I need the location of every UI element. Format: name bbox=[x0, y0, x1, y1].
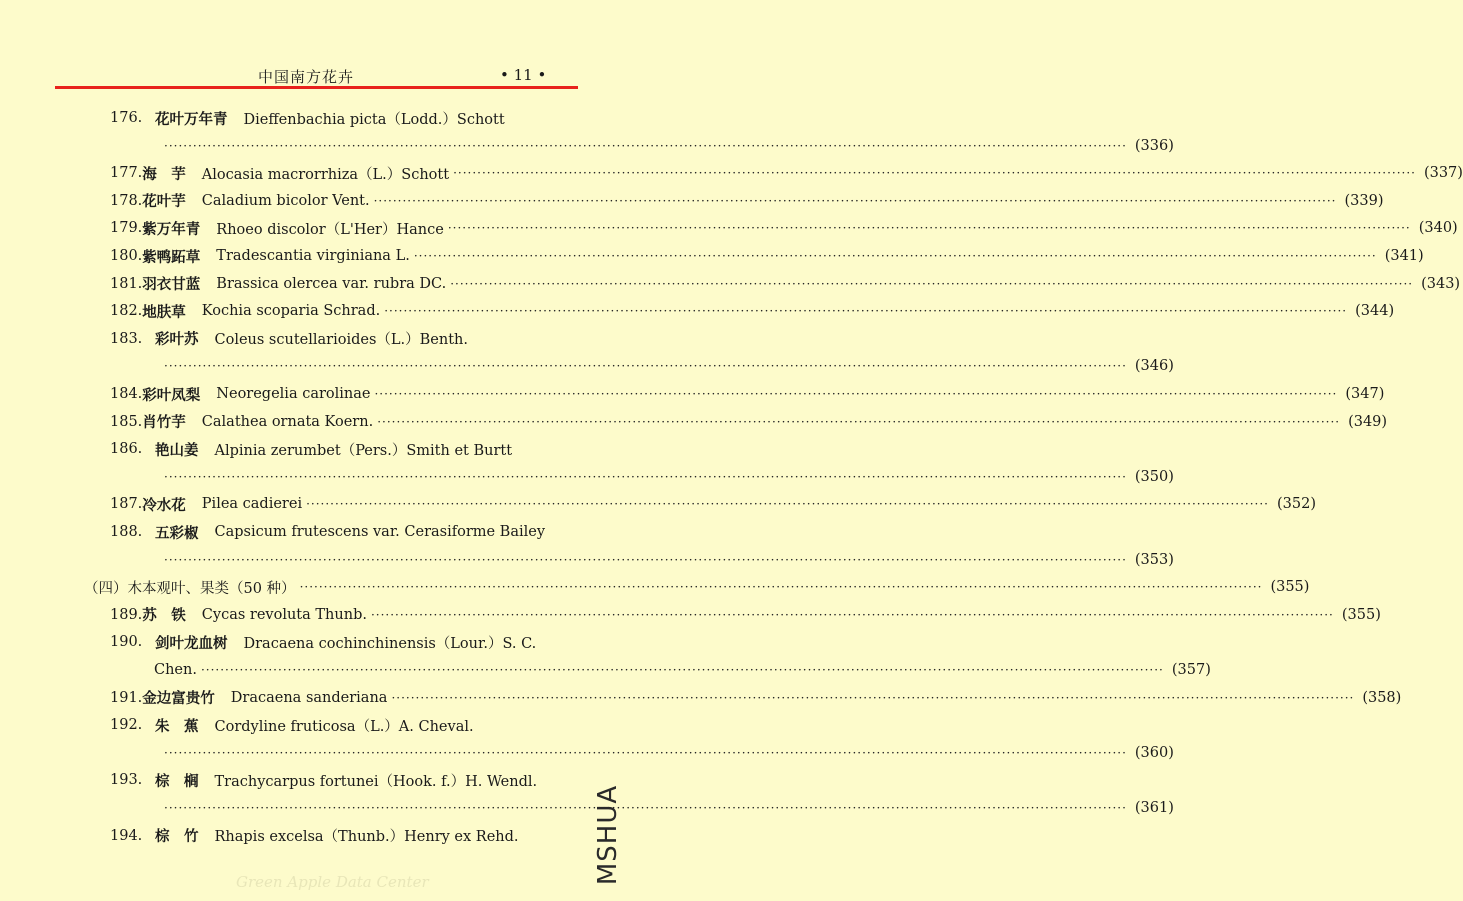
toc-line bbox=[110, 686, 1402, 710]
latin-name: Dracaena sanderiana bbox=[230, 689, 388, 706]
toc-line bbox=[160, 134, 1174, 158]
toc-line bbox=[160, 354, 1174, 378]
dot-leader: ········································································································································································································ bbox=[164, 359, 1127, 374]
entry-number: 190. bbox=[110, 634, 143, 651]
dot-leader: ········································································································································································································ bbox=[384, 304, 1348, 319]
dot-leader: ········································································································································································································ bbox=[164, 552, 1127, 567]
chinese-name: 海 芋 bbox=[142, 166, 186, 183]
chinese-name: 羽衣甘蓝 bbox=[142, 277, 201, 294]
chinese-name: 棕 竹 bbox=[155, 829, 199, 846]
entry-number: 181. bbox=[110, 275, 143, 292]
entry-number: 194. bbox=[110, 827, 143, 844]
dot-leader: ········································································································································································································ bbox=[377, 414, 1341, 429]
page-ref: (358) bbox=[1362, 689, 1402, 706]
toc-line bbox=[154, 658, 1211, 682]
dot-leader: ········································································································································································································ bbox=[370, 607, 1334, 622]
dot-leader: ········································································································································································································ bbox=[447, 221, 1411, 236]
page-ref: (336) bbox=[1134, 137, 1174, 154]
latin-name: Rhapis excelsa（Thunb.）Henry ex Rehd. bbox=[214, 829, 519, 846]
toc-line bbox=[110, 299, 1395, 323]
latin-name: Coleus scutellarioides（L.）Benth. bbox=[214, 332, 468, 349]
entry-number: 183. bbox=[110, 330, 143, 347]
chinese-name: 剑叶龙血树 bbox=[155, 635, 228, 652]
page-ref: (357) bbox=[1171, 662, 1211, 678]
latin-name: Pilea cadierei bbox=[201, 496, 303, 513]
dot-leader: ········································································································································································································ bbox=[164, 801, 1127, 815]
latin-name: Neoregelia carolinae bbox=[216, 386, 371, 402]
chinese-name: 花叶芋 bbox=[142, 194, 186, 211]
toc-line bbox=[110, 272, 1461, 296]
dot-leader: ········································································································································································································ bbox=[164, 138, 1127, 153]
entry-number: 177. bbox=[110, 165, 143, 182]
entry-number: 182. bbox=[110, 303, 143, 320]
chinese-name: 冷水花 bbox=[142, 497, 186, 514]
latin-name: Alocasia macrorrhiza（L.）Schott bbox=[201, 166, 450, 183]
page-ref: (352) bbox=[1276, 496, 1316, 513]
entry-number: 185. bbox=[110, 413, 143, 430]
entry-number: 187. bbox=[110, 496, 143, 513]
latin-name: Dracaena cochinchinensis（Lour.）S. C. bbox=[243, 635, 537, 652]
toc-line bbox=[110, 603, 1381, 627]
chinese-name: 地肤草 bbox=[142, 304, 186, 321]
page-ref: (344) bbox=[1355, 303, 1395, 320]
toc-line bbox=[160, 465, 1174, 489]
latin-name: Caladium bicolor Vent. bbox=[201, 192, 370, 209]
page-ref: (347) bbox=[1345, 386, 1385, 402]
dot-leader: ········································································································································································································ bbox=[374, 387, 1338, 401]
watermark: Green Apple Data Center bbox=[236, 873, 429, 891]
side-mark bbox=[594, 782, 630, 890]
book-title: 中国南方花卉 bbox=[258, 68, 355, 86]
dot-leader: ········································································································································································································ bbox=[299, 580, 1263, 595]
page-ref: (340) bbox=[1418, 220, 1458, 237]
latin-name: Cycas revoluta Thunb. bbox=[201, 606, 367, 623]
latin-name: Brassica olercea var. rubra DC. bbox=[216, 275, 447, 292]
dot-leader: ········································································································································································································ bbox=[450, 276, 1414, 291]
dot-leader: ········································································································································································································ bbox=[164, 745, 1127, 760]
page-number: • 11 • bbox=[500, 66, 547, 84]
toc-line bbox=[110, 327, 576, 351]
entry-number: 176. bbox=[110, 110, 143, 126]
chinese-name: 花叶万年青 bbox=[155, 111, 228, 128]
dot-leader: ········································································································································································································ bbox=[453, 166, 1416, 181]
dot-leader: ········································································································································································································ bbox=[373, 193, 1337, 208]
toc-line bbox=[110, 630, 576, 654]
toc-line bbox=[160, 548, 1174, 572]
side-mark-text: MSHUA bbox=[593, 784, 624, 886]
latin-name: Calathea ornata Koern. bbox=[201, 413, 374, 430]
page-ref: (361) bbox=[1134, 800, 1174, 816]
toc-line bbox=[110, 410, 1388, 434]
chinese-name: 彩叶苏 bbox=[155, 332, 199, 349]
dot-leader: ········································································································································································································ bbox=[391, 690, 1355, 705]
latin-name: Capsicum frutescens var. Cerasiforme Bailey bbox=[214, 524, 546, 540]
latin-name: Cordyline fruticosa（L.）A. Cheval. bbox=[214, 718, 474, 735]
toc-line bbox=[110, 161, 1463, 185]
latin-name: Kochia scoparia Schrad. bbox=[201, 303, 381, 320]
page-ref: (355) bbox=[1341, 606, 1381, 623]
entry-number: 189. bbox=[110, 606, 143, 623]
toc-line bbox=[110, 244, 1424, 268]
chinese-name: 苏 铁 bbox=[142, 608, 186, 625]
page-ref: (360) bbox=[1134, 744, 1174, 761]
entry-number: 191. bbox=[110, 689, 143, 706]
toc-line bbox=[110, 216, 1458, 240]
chinese-name: 金边富贵竹 bbox=[142, 691, 215, 708]
toc-line bbox=[84, 575, 1310, 599]
dot-leader: ········································································································································································································ bbox=[164, 469, 1127, 484]
toc-line bbox=[110, 382, 1385, 406]
page-ref: (339) bbox=[1344, 192, 1384, 209]
toc-line bbox=[110, 437, 576, 461]
entry-number: 186. bbox=[110, 441, 143, 458]
chinese-name: 朱 蕉 bbox=[155, 718, 199, 735]
page-ref: (346) bbox=[1134, 358, 1174, 375]
running-header bbox=[0, 58, 632, 88]
toc-line bbox=[110, 520, 576, 544]
chinese-name: 肖竹芋 bbox=[142, 415, 186, 432]
latin-name: Tradescantia virginiana L. bbox=[216, 248, 410, 264]
page-ref: (353) bbox=[1134, 551, 1174, 568]
latin-name: Chen. bbox=[154, 662, 197, 678]
section-heading: （四）木本观叶、果类（50 种） bbox=[84, 580, 296, 597]
entry-number: 188. bbox=[110, 524, 143, 540]
latin-name: Alpinia zerumbet（Pers.）Smith et Burtt bbox=[214, 442, 513, 459]
entry-number: 193. bbox=[110, 772, 143, 789]
latin-name: Trachycarpus fortunei（Hook. f.）H. Wendl. bbox=[214, 773, 538, 790]
toc-line bbox=[110, 824, 576, 848]
dot-leader: ········································································································································································································ bbox=[306, 497, 1269, 512]
entry-number: 178. bbox=[110, 192, 143, 209]
header-rule bbox=[55, 86, 578, 89]
dot-leader: ········································································································································································································ bbox=[413, 249, 1377, 263]
dot-leader: ········································································································································································································ bbox=[200, 663, 1164, 677]
toc-line bbox=[110, 713, 576, 737]
chinese-name: 紫鸭跖草 bbox=[142, 249, 201, 266]
toc-line bbox=[110, 492, 1316, 516]
toc-line bbox=[110, 768, 576, 792]
latin-name: Rhoeo discolor（L'Her）Hance bbox=[216, 221, 444, 238]
page-ref: (349) bbox=[1348, 413, 1388, 430]
chinese-name: 棕 榈 bbox=[155, 773, 199, 790]
entry-number: 179. bbox=[110, 220, 143, 237]
page-ref: (355) bbox=[1270, 579, 1310, 596]
toc-line bbox=[160, 741, 1174, 765]
chinese-name: 艳山姜 bbox=[155, 442, 199, 459]
entry-number: 180. bbox=[110, 248, 143, 264]
toc-line bbox=[160, 796, 1174, 820]
page-ref: (343) bbox=[1421, 275, 1461, 292]
toc-line bbox=[110, 106, 576, 130]
entry-number: 184. bbox=[110, 386, 143, 402]
latin-name: Dieffenbachia picta（Lodd.）Schott bbox=[243, 111, 505, 128]
chinese-name: 彩叶凤梨 bbox=[142, 387, 201, 404]
chinese-name: 紫万年青 bbox=[142, 221, 201, 238]
entry-number: 192. bbox=[110, 717, 143, 734]
page-ref: (337) bbox=[1423, 165, 1463, 182]
page-ref: (350) bbox=[1134, 468, 1174, 485]
page-ref: (341) bbox=[1384, 248, 1424, 264]
chinese-name: 五彩椒 bbox=[155, 525, 199, 542]
toc-line bbox=[110, 189, 1384, 213]
